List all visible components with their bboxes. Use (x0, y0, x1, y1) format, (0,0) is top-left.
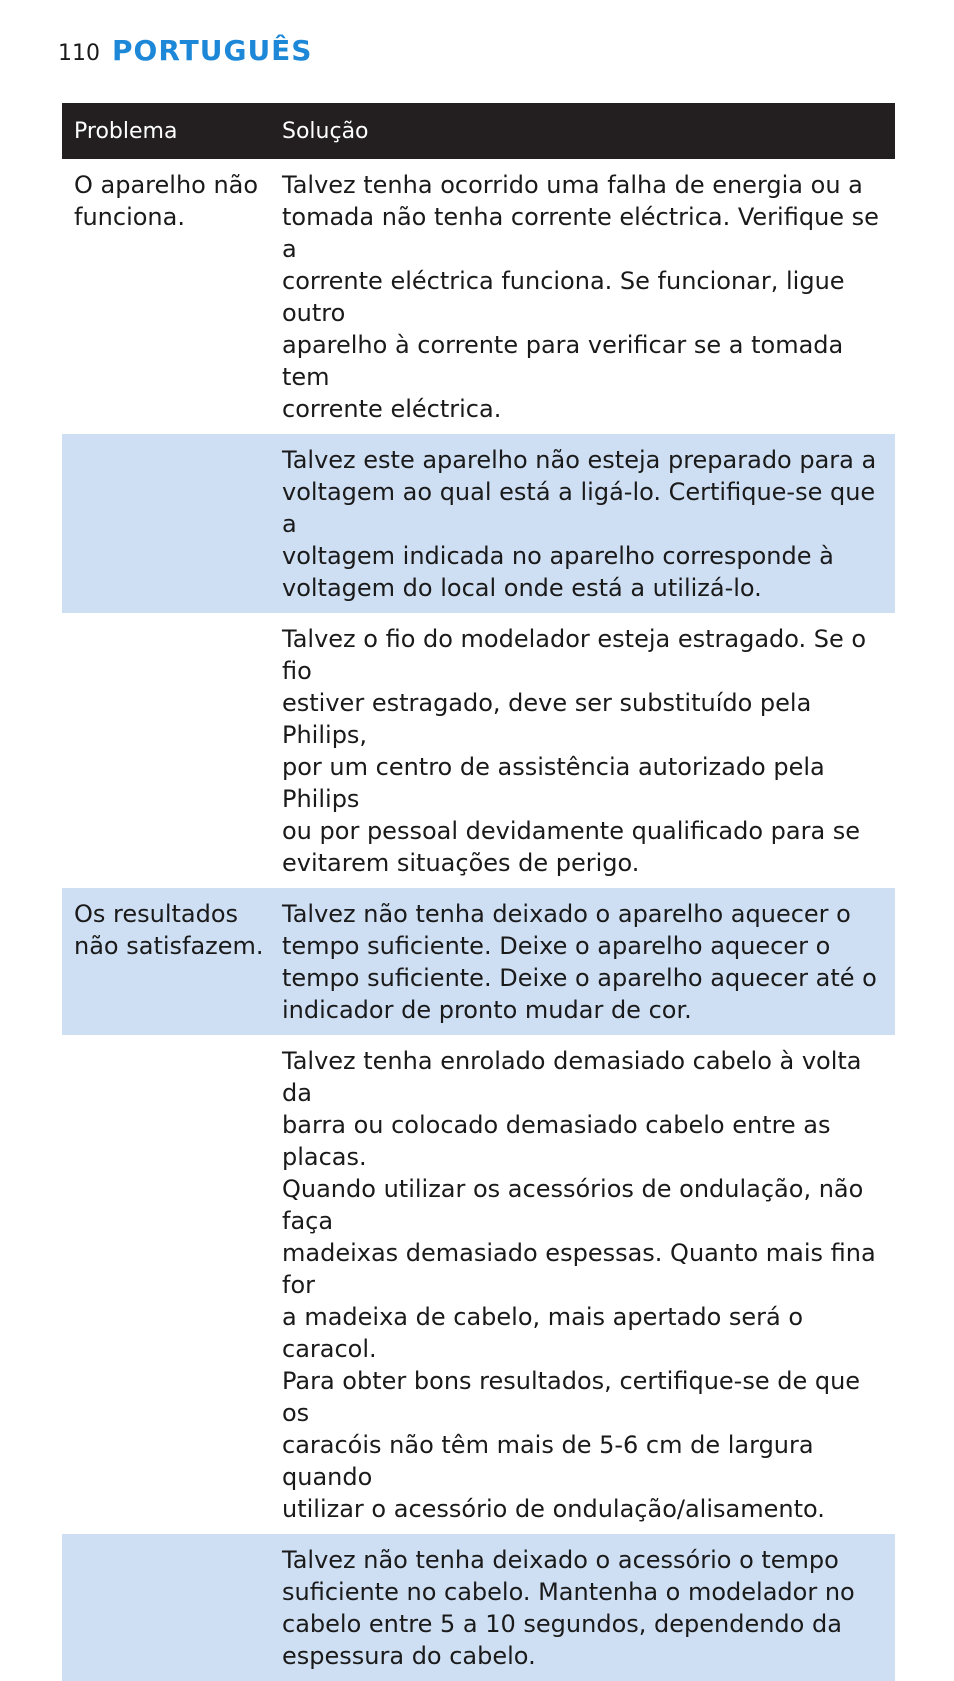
solution-cell: Talvez não tenha deixado o aparelho aquecer o tempo suficiente. Deixe o aparelho aquecer o tempo suficiente. Deixe o aparelho aquecer até o indicador de pronto mudar de cor. (282, 900, 877, 1024)
table-header-row (62, 103, 895, 159)
table-row (62, 159, 895, 434)
table-row (62, 1534, 895, 1681)
column-header-solution: Solução (282, 118, 369, 144)
problem-cell: Os resultados não satisfazem. (74, 900, 264, 960)
solution-cell: Talvez tenha ocorrido uma falha de energia ou a tomada não tenha corrente eléctrica. Verifique se a corrente eléctrica funciona. Se funcionar, ligue outro aparelho à corrente para verificar se a tomada tem corrente eléctrica. (282, 171, 879, 423)
problem-cell (62, 623, 282, 879)
solution-cell: Talvez este aparelho não esteja preparado para a voltagem ao qual está a ligá-lo. Certifique-se que a voltagem indicada no aparelho corresponde à voltagem do local onde está a utilizá-lo. (282, 446, 877, 602)
problem-cell: O aparelho não funciona. (74, 171, 259, 231)
table-row (62, 613, 895, 888)
problem-cell (62, 1045, 282, 1525)
solution-cell: Talvez não tenha deixado o acessório o tempo suficiente no cabelo. Mantenha o modelador no cabelo entre 5 a 10 segundos, dependendo da espessura do cabelo. (282, 1546, 855, 1670)
column-header-problem: Problema (74, 118, 178, 144)
table-row (62, 888, 895, 1035)
table-row (62, 434, 895, 613)
troubleshooting-table (62, 103, 895, 1681)
problem-cell (62, 444, 282, 604)
page-header (58, 34, 312, 67)
page-number: 110 (58, 41, 100, 66)
solution-cell: Talvez tenha enrolado demasiado cabelo à volta da barra ou colocado demasiado cabelo entre as placas. Quando utilizar os acessórios de ondulação, não faça madeixas demasiado espessas. Quanto mais fina for a madeixa de cabelo, mais apertado será o caracol. Para obter bons resultados, certifique-se de que os caracóis não têm mais de 5-6 cm de largura quando utilizar o acessório de ondulação/alisamento. (282, 1047, 876, 1523)
problem-cell (62, 1544, 282, 1672)
section-title: PORTUGUÊS (112, 34, 313, 67)
table-row (62, 1035, 895, 1534)
solution-cell: Talvez o fio do modelador esteja estragado. Se o fio estiver estragado, deve ser substituído pela Philips, por um centro de assistência autorizado pela Philips ou por pessoal devidamente qualificado para se evitarem situações de perigo. (282, 625, 867, 877)
